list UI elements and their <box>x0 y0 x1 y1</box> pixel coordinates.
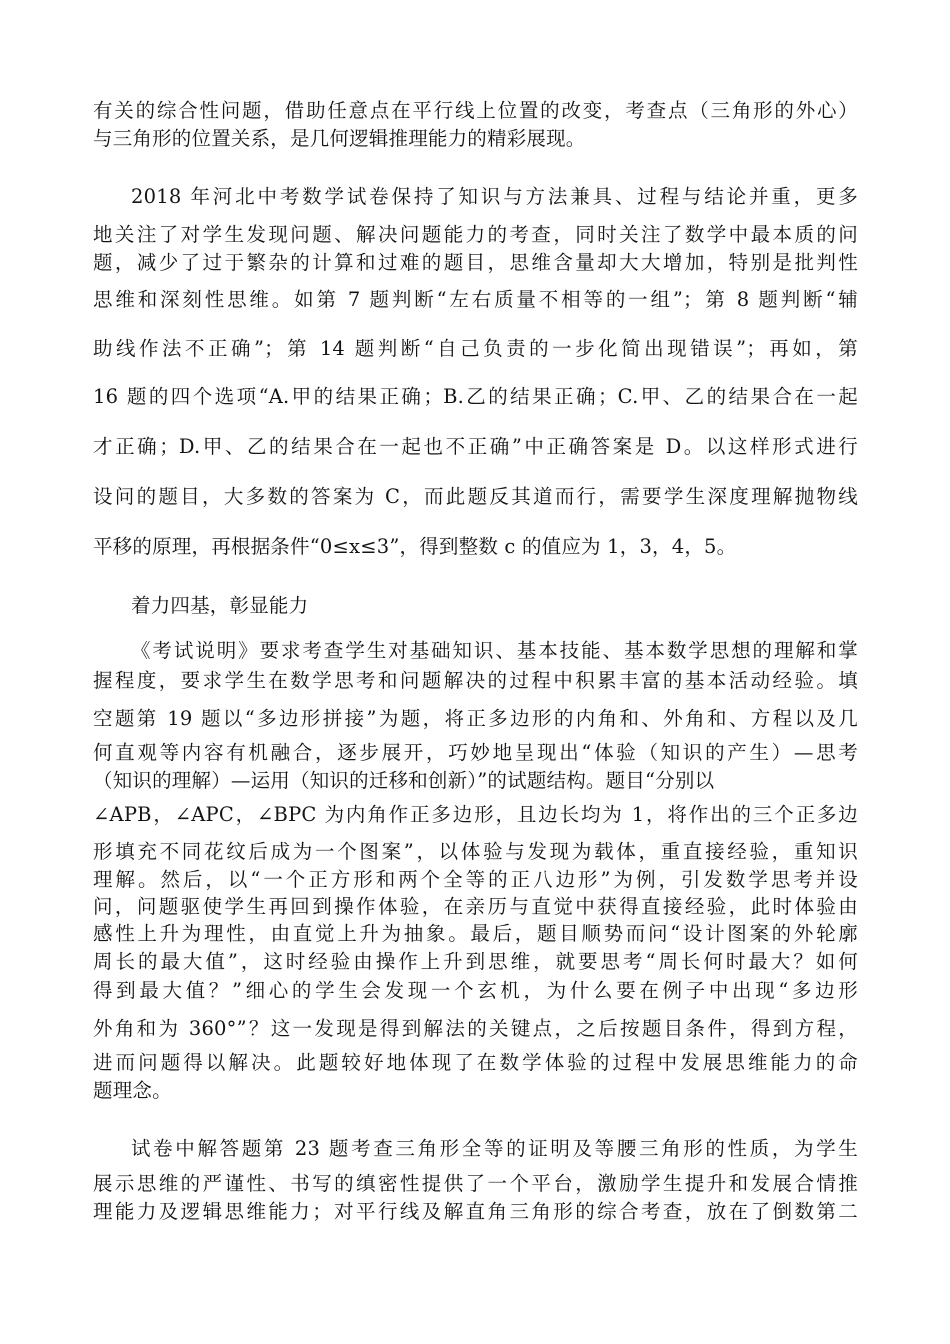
text-line: 感性上升为理性，由直觉上升为抽象。最后，题目顺势而问“设计图案的外轮廓 <box>93 922 858 945</box>
text-line: 形填充不同花纹后成为一个图案”，以体验与发现为载体，重直接经验，重知识 <box>93 840 858 863</box>
text-line: 思维和深刻性思维。如第 7 题判断“左右质量不相等的一组”；第 8 题判断“辅 <box>93 288 858 311</box>
text-line: 理解。然后，以“一个正方形和两个全等的正八边形”为例，引发数学思考并设 <box>93 868 858 891</box>
text-line: 周长的最大值”，这时经验由操作上升到思维，就要思考“周长何时最大？如何 <box>93 950 858 973</box>
text-line: 进而问题得以解决。此题较好地体现了在数学体验的过程中发展思维能力的命 <box>93 1051 858 1074</box>
section-heading: 着力四基，彰显能力 <box>131 594 309 617</box>
text-line: 2018 年河北中考数学试卷保持了知识与方法兼具、过程与结论并重，更多 <box>131 185 858 208</box>
text-line: （知识的理解）—运用（知识的迁移和创新）”的试题结构。题目“分别以 <box>93 769 715 792</box>
text-line: 外角和为 360°”？这一发现是得到解法的关键点，之后按题目条件，得到方程， <box>93 1017 858 1040</box>
text-line: 有关的综合性问题，借助任意点在平行线上位置的改变，考查点（三角形的外心） <box>93 99 858 122</box>
text-line: 地关注了对学生发现问题、解决问题能力的考查，同时关注了数学中最本质的问 <box>93 223 858 246</box>
text-line: 展示思维的严谨性、书写的缜密性提供了一个平台，激励学生提升和发展合情推 <box>93 1172 858 1195</box>
text-line: 何直观等内容有机融合，逐步展开，巧妙地呈现出“体验（知识的产生）—思考 <box>93 741 858 764</box>
text-line: 题，减少了过于繁杂的计算和过难的题目，思维含量却大大增加，特别是批判性 <box>93 251 858 274</box>
text-line: 理能力及逻辑思维能力；对平行线及解直角三角形的综合考查，放在了倒数第二 <box>93 1200 858 1223</box>
text-line: 试卷中解答题第 23 题考查三角形全等的证明及等腰三角形的性质，为学生 <box>131 1137 858 1160</box>
text-line: 握程度，要求学生在数学思考和问题解决的过程中积累丰富的基本活动经验。填 <box>93 669 858 692</box>
text-line: 得到最大值？”细心的学生会发现一个玄机，为什么要在例子中出现“多边形 <box>93 979 858 1002</box>
text-line: 题理念。 <box>93 1079 172 1102</box>
text-line: 问，问题驱使学生再回到操作体验，在亲历与直觉中获得直接经验，此时体验由 <box>93 895 858 918</box>
text-line: ∠APB，∠APC，∠BPC 为内角作正多边形，且边长均为 1，将作出的三个正多边 <box>93 803 858 826</box>
text-line: 16 题的四个选项“A.甲的结果正确；B.乙的结果正确；C.甲、乙的结果合在一起 <box>93 385 858 408</box>
text-line: 设问的题目，大多数的答案为 C，而此题反其道而行，需要学生深度理解抛物线 <box>93 485 858 508</box>
text-line: 助线作法不正确”；第 14 题判断“自己负责的一步化简出现错误”；再如，第 <box>93 337 858 360</box>
text-line: 空题第 19 题以“多边形拼接”为题，将正多边形的内角和、外角和、方程以及几 <box>93 707 858 730</box>
text-line: 才正确；D.甲、乙的结果合在一起也不正确”中正确答案是 D。以这样形式进行 <box>93 435 858 458</box>
text-line: 《考试说明》要求考查学生对基础知识、基本技能、基本数学思想的理解和掌 <box>131 639 858 662</box>
text-line: 与三角形的位置关系，是几何逻辑推理能力的精彩展现。 <box>93 127 586 150</box>
text-line: 平移的原理，再根据条件“0≤x≤3”，得到整数 c 的值应为 1，3，4，5。 <box>93 535 737 558</box>
